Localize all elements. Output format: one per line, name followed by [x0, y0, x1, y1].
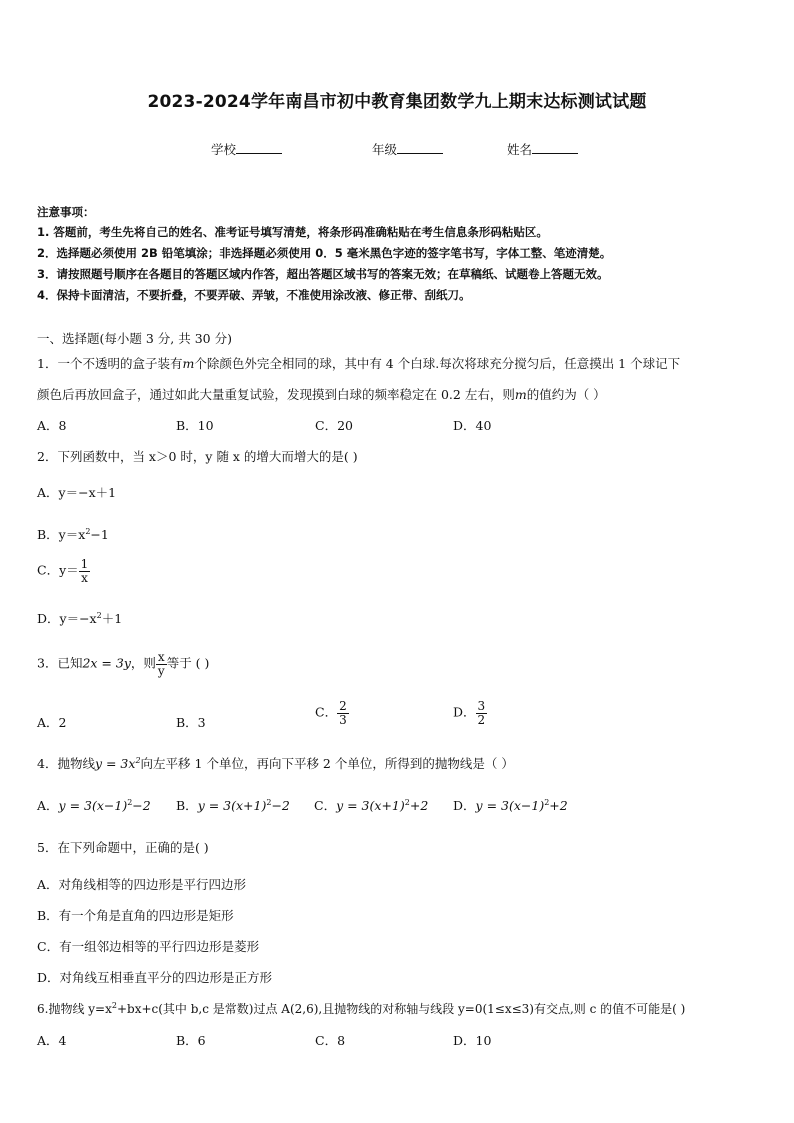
section-heading: 一、选择题(每小题 3 分, 共 30 分): [37, 331, 232, 346]
school-label: 学校: [211, 142, 237, 157]
school-blank: [236, 142, 282, 154]
q2-stem: 2．下列函数中，当 x＞0 时，y 随 x 的增大而增大的是( ): [37, 449, 358, 464]
q5-option-c: C．有一组邻边相等的平行四边形是菱形: [37, 939, 260, 954]
q4-stem: 4．抛物线$y = 3x^2$向左平移 1 个单位，再向下平移 2 个单位，所得到的抛物线是（ ）: [37, 755, 514, 771]
page-title: 2023-2024学年南昌市初中教育集团数学九上期末达标测试试题: [147, 92, 647, 112]
q5-option-d: D．对角线互相垂直平分的四边形是正方形: [37, 970, 273, 985]
q6-option-a: A．4: [37, 1033, 67, 1048]
q1-var-m: m: [182, 356, 195, 371]
q5-stem: 5．在下列命题中，正确的是( ): [37, 840, 209, 855]
q3-stem: 3．已知2x = 3y，则 $\frac{x}{y}$ 等于 ( ): [37, 650, 210, 678]
q2-option-d: D．$y=-x^2+1$: [37, 610, 123, 626]
q6-option-d: D．10: [453, 1033, 492, 1048]
q4-option-b: B．$y = 3(x+1)^2-2$: [176, 797, 290, 813]
q1-option-d: D．40: [453, 418, 492, 433]
notice-item-1: 1. 答题前，考生先将自己的姓名、准考证号填写清楚，将条形码准确粘贴在考生信息条形码粘贴区。: [37, 225, 548, 239]
q2-c-fraction: $\frac{1}{x}$: [80, 557, 89, 585]
q3-equation: 2x = 3y: [82, 655, 131, 671]
q5-option-b: B．有一个角是直角的四边形是矩形: [37, 908, 234, 923]
q2-option-a: A．y＝−x＋1: [37, 485, 117, 500]
q1-text-b: 个除颜色外完全相同的球，其中有 4 个白球.每次将球充分搅匀后，任意摸出 1 个球记下: [194, 356, 681, 371]
q1-text-c: 颜色后再放回盒子，通过如此大量重复试验，发现摸到白球的频率稳定在 0.2 左右，则: [37, 387, 515, 402]
grade-blank: [397, 142, 443, 154]
school-field: [211, 140, 282, 158]
q1-text-a: 1．一个不透明的盒子装有: [37, 356, 183, 371]
q6-stem: 6.抛物线 $y=x^2+bx+c$(其中 b,c 是常数)过点 A(2,6),且抛物线的对称轴与线段 y=0(1≤x≤3)有交点,则 c 的值不可能是( ): [37, 1001, 686, 1016]
q4-option-d: D．$y = 3(x-1)^2+2$: [453, 797, 568, 813]
name-label: 姓名: [507, 142, 533, 157]
name-blank: [532, 142, 578, 154]
q1-line-2: [37, 385, 606, 403]
notice-item-2: 2．选择题必须使用 2B 铅笔填涂；非选择题必须使用 0．5 毫米黑色字迹的签字笔书写，字体工整、笔迹清楚。: [37, 246, 612, 260]
name-field: [507, 140, 578, 158]
grade-label: 年级: [372, 142, 398, 157]
q6-option-c: C．8: [315, 1033, 346, 1048]
q3-option-c: C． $\frac{2}{3}$: [315, 699, 347, 727]
q5-option-a: A．对角线相等的四边形是平行四边形: [37, 877, 247, 892]
q4-option-a: A．$y = 3(x-1)^2-2$: [37, 797, 151, 813]
q1-text-d: 的值约为（ ）: [526, 387, 606, 402]
q3-fraction: $\frac{x}{y}$: [157, 650, 165, 678]
q1-option-a: A．8: [37, 418, 67, 433]
q3-option-b: B．3: [176, 715, 206, 730]
q2-option-b: B．$y=x^2-1$: [37, 526, 109, 542]
q1-option-b: B．10: [176, 418, 214, 433]
q6-option-b: B．6: [176, 1033, 206, 1048]
grade-field: [372, 140, 443, 158]
q1-option-c: C．20: [315, 418, 353, 433]
q1-var-m-2: m: [514, 387, 527, 402]
q3-option-d: D． $\frac{3}{2}$: [453, 699, 486, 727]
notice-item-3: 3．请按照题号顺序在各题目的答题区域内作答，超出答题区域书写的答案无效；在草稿纸、试题卷上答题无效。: [37, 267, 609, 281]
q4-option-c: C．$y = 3(x+1)^2+2$: [314, 797, 429, 813]
q1-line-1: [37, 354, 680, 372]
q3-option-a: A．2: [37, 715, 67, 730]
notice-heading: 注意事项：: [37, 205, 95, 219]
q2-option-c: C．y＝ $\frac{1}{x}$: [37, 557, 89, 585]
notice-item-4: 4．保持卡面清洁，不要折叠，不要弄破、弄皱，不准使用涂改液、修正带、刮纸刀。: [37, 288, 471, 302]
